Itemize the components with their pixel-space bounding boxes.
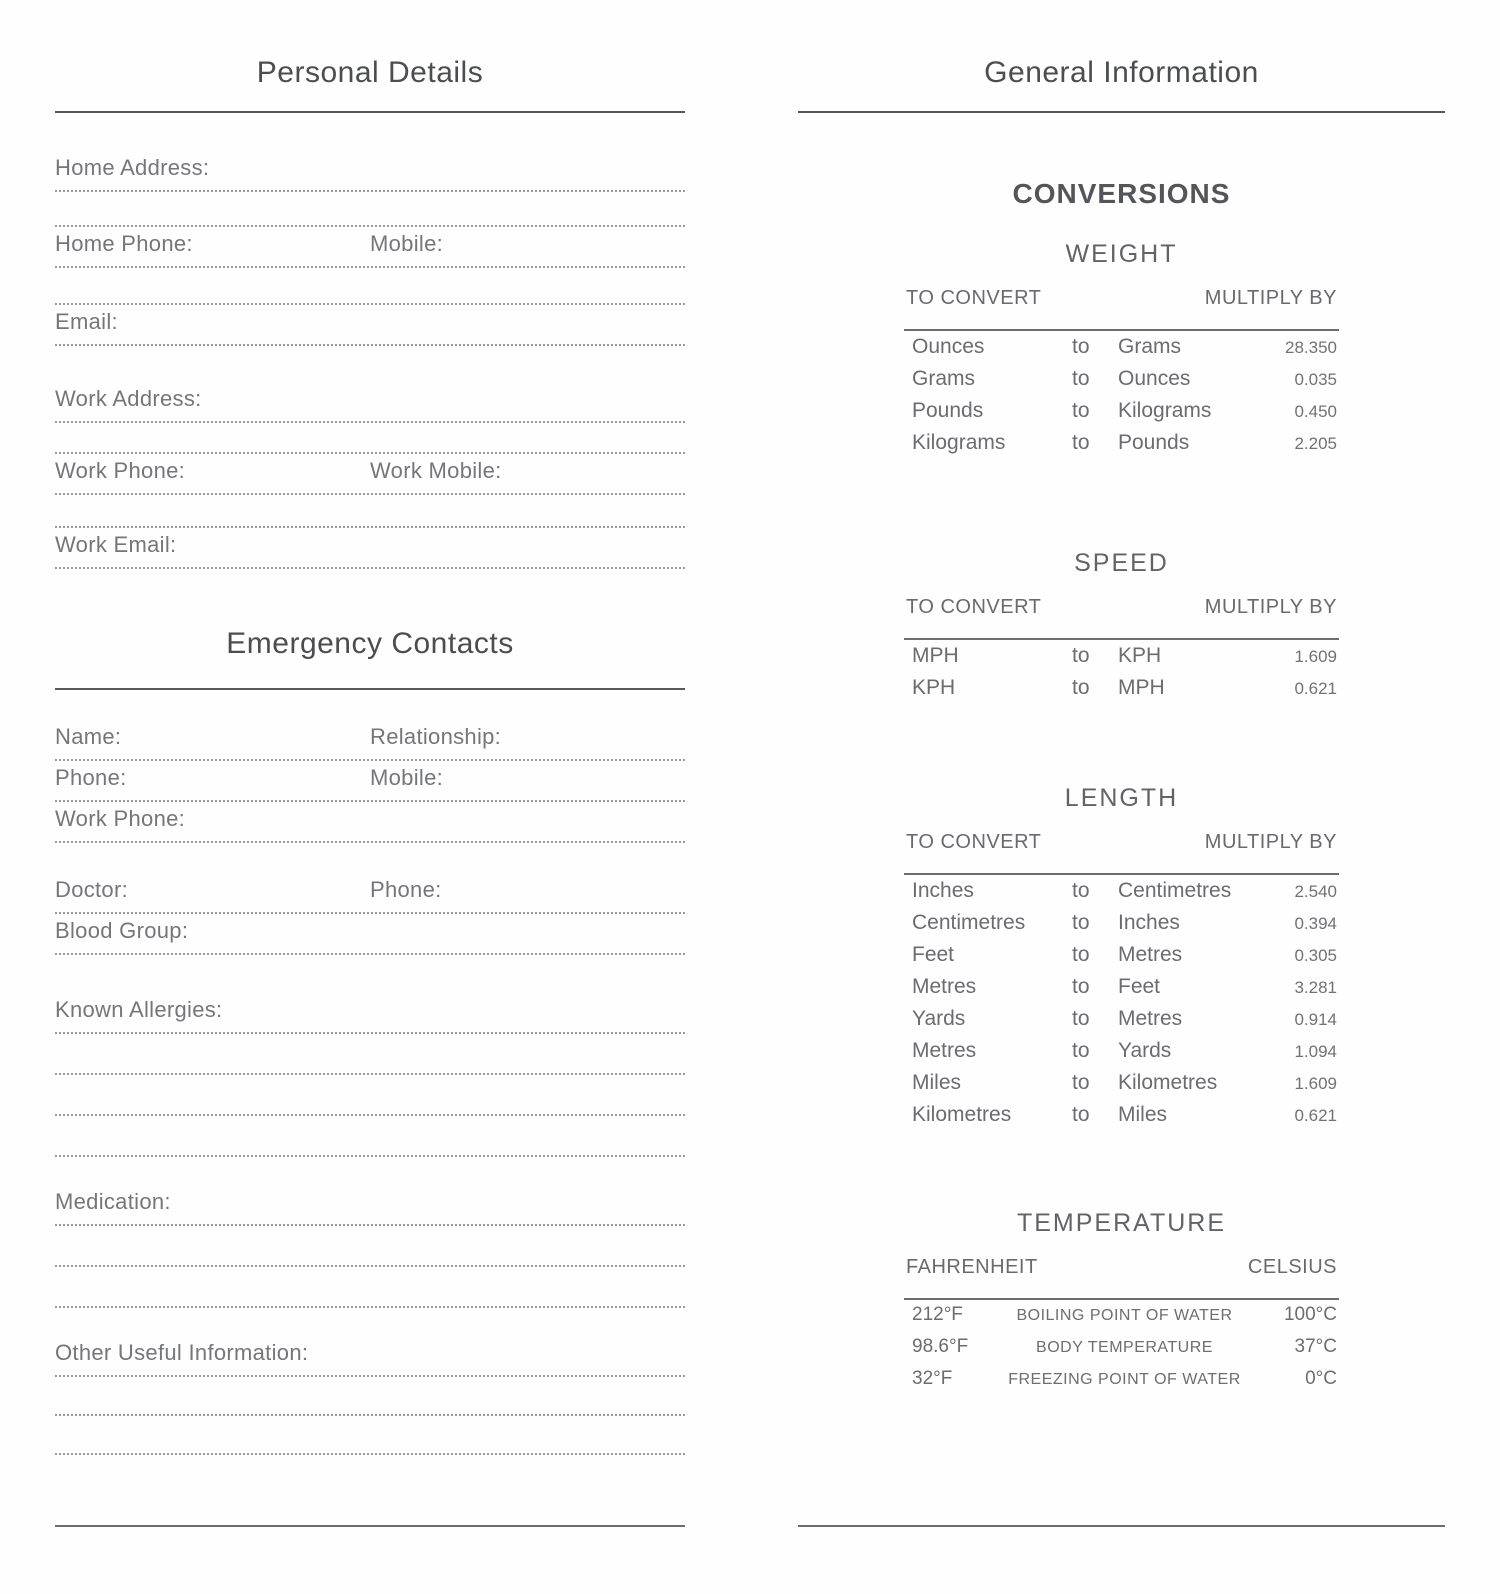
cell-from-unit: Feet (912, 943, 955, 966)
cell-multiplier: 2.540 (1294, 882, 1337, 901)
emergency-contacts-title: Emergency Contacts (226, 627, 514, 660)
table-header-rule (904, 329, 1339, 331)
table-heading: WEIGHT (1065, 240, 1178, 268)
cell-from-unit: MPH (912, 644, 959, 667)
field-label-row (55, 1336, 685, 1366)
cell-target-unit: Metres (1118, 1007, 1183, 1030)
column-header-celsius: CELSIUS (1247, 1256, 1337, 1278)
write-line (55, 567, 685, 569)
field-label: Work Phone: (55, 458, 186, 483)
table-row (904, 1103, 1339, 1135)
cell-multiplier: 0.621 (1294, 679, 1337, 698)
column-header-multiply-by: MULTIPLY BY (1204, 287, 1337, 309)
spacer (55, 1308, 685, 1336)
field-label-row (55, 993, 685, 1023)
cell-multiplier: 1.094 (1294, 1042, 1337, 1061)
temperature-table (904, 1208, 1339, 1400)
cell-target-unit: Grams (1118, 335, 1181, 358)
cell-celsius-value: 100°C (1283, 1304, 1337, 1325)
cell-target-unit: Feet (1118, 975, 1161, 998)
field-label: Doctor: (55, 877, 129, 902)
cell-from-unit: Yards (912, 1007, 966, 1030)
field-label: Relationship: (370, 724, 502, 749)
spacer (55, 495, 685, 517)
spacer (55, 843, 685, 873)
table-rows (904, 335, 1339, 463)
spacer (55, 1267, 685, 1297)
table-row (904, 943, 1339, 975)
cell-from-unit: Centimetres (912, 911, 1026, 934)
cell-multiplier: 0.914 (1294, 1010, 1337, 1029)
cell-description: FREEZING POINT OF WATER (1008, 1371, 1241, 1388)
cell-target-unit: Miles (1118, 1103, 1168, 1126)
cell-multiplier: 0.394 (1294, 914, 1337, 933)
field-label: Home Phone: (55, 231, 193, 256)
table-heading: LENGTH (1064, 784, 1179, 812)
spacer (55, 423, 685, 443)
table-row (904, 399, 1339, 431)
table-row (904, 431, 1339, 463)
field-label: Other Useful Information: (55, 1340, 309, 1365)
cell-target-unit: Kilometres (1118, 1071, 1218, 1094)
cell-multiplier: 0.035 (1294, 370, 1337, 389)
cell-fahrenheit-value: 32°F (912, 1368, 953, 1389)
cell-from-unit: Pounds (912, 399, 984, 422)
spacer (55, 1416, 685, 1444)
conversion-tables (904, 239, 1339, 1135)
conversions-heading: CONVERSIONS (1012, 178, 1231, 209)
table-row (904, 1304, 1339, 1336)
table-header-rule (904, 873, 1339, 875)
table-row (904, 367, 1339, 399)
cell-to-word: to (1072, 431, 1090, 454)
cell-target-unit: Yards (1118, 1039, 1172, 1062)
cell-multiplier: 3.281 (1294, 978, 1337, 997)
cell-to-word: to (1072, 879, 1090, 902)
cell-to-word: to (1072, 644, 1090, 667)
cell-multiplier: 0.450 (1294, 402, 1337, 421)
spacer (55, 113, 685, 151)
write-line (55, 1453, 685, 1455)
column-header-multiply-by: MULTIPLY BY (1204, 596, 1337, 618)
table-row (904, 975, 1339, 1007)
cell-from-unit: Grams (912, 367, 975, 390)
cell-multiplier: 0.305 (1294, 946, 1337, 965)
field-label: Mobile: (370, 231, 444, 256)
cell-to-word: to (1072, 1039, 1090, 1062)
column-header-multiply-by: MULTIPLY BY (1204, 831, 1337, 853)
spacer (55, 1157, 685, 1185)
field-label: Work Mobile: (370, 458, 502, 483)
cell-target-unit: KPH (1118, 644, 1162, 667)
emergency-contacts-form (55, 690, 685, 1455)
cell-to-word: to (1072, 911, 1090, 934)
field-label-row (55, 873, 685, 903)
cell-fahrenheit-value: 212°F (912, 1304, 963, 1325)
cell-target-unit: MPH (1118, 676, 1165, 699)
cell-to-word: to (1072, 335, 1090, 358)
field-label: Medication: (55, 1189, 171, 1214)
cell-from-unit: Kilograms (912, 431, 1006, 454)
field-label-row (55, 528, 685, 558)
field-label: Phone: (370, 877, 442, 902)
table-row (904, 1039, 1339, 1071)
spacer (55, 1377, 685, 1405)
spacer (55, 955, 685, 993)
table-row (904, 335, 1339, 367)
field-label: Work Email: (55, 532, 177, 557)
cell-to-word: to (1072, 1103, 1090, 1126)
table-row (904, 879, 1339, 911)
table-row (904, 1336, 1339, 1368)
table-row (904, 676, 1339, 708)
table-rows (904, 644, 1339, 708)
cell-celsius-value: 0°C (1305, 1368, 1337, 1389)
field-label-row (55, 802, 685, 832)
field-label-row (55, 914, 685, 944)
general-information-title-rule (798, 111, 1445, 113)
table-header-rule (904, 1298, 1339, 1300)
cell-to-word: to (1072, 1071, 1090, 1094)
field-label: Name: (55, 724, 122, 749)
cell-from-unit: KPH (912, 676, 956, 699)
column-header-to-convert: TO CONVERT (906, 287, 1042, 309)
cell-target-unit: Inches (1118, 911, 1180, 934)
cell-multiplier: 0.621 (1294, 1106, 1337, 1125)
conversion-table-speed (904, 548, 1339, 708)
cell-description: BODY TEMPERATURE (1036, 1339, 1213, 1356)
cell-from-unit: Inches (912, 879, 974, 902)
cell-target-unit: Ounces (1118, 367, 1191, 390)
field-label-row (55, 1185, 685, 1215)
general-information-title: General Information (984, 56, 1259, 89)
table-heading: TEMPERATURE (1016, 1209, 1227, 1237)
table-row (904, 1071, 1339, 1103)
field-label-row (55, 227, 685, 257)
personal-details-page (55, 55, 685, 1455)
field-label: Work Phone: (55, 806, 186, 831)
field-label-row (55, 382, 685, 412)
spacer (55, 1116, 685, 1146)
cell-celsius-value: 37°C (1294, 1336, 1337, 1357)
field-label-row (55, 305, 685, 335)
field-label: Email: (55, 309, 118, 334)
general-information-page (798, 55, 1445, 1400)
table-column-headers (904, 1254, 1339, 1280)
cell-multiplier: 1.609 (1294, 647, 1337, 666)
cell-to-word: to (1072, 399, 1090, 422)
cell-description: BOILING POINT OF WATER (1016, 1307, 1233, 1324)
field-label: Known Allergies: (55, 997, 223, 1022)
cell-fahrenheit-value: 98.6°F (912, 1336, 969, 1357)
spacer (55, 690, 685, 720)
cell-to-word: to (1072, 676, 1090, 699)
right-page-bottom-rule (798, 1525, 1445, 1527)
cell-from-unit: Ounces (912, 335, 985, 358)
table-row (904, 1007, 1339, 1039)
cell-multiplier: 2.205 (1294, 434, 1337, 453)
cell-from-unit: Kilometres (912, 1103, 1012, 1126)
cell-multiplier: 1.609 (1294, 1074, 1337, 1093)
field-label: Work Address: (55, 386, 202, 411)
cell-target-unit: Kilograms (1118, 399, 1212, 422)
cell-multiplier: 28.350 (1285, 338, 1337, 357)
spacer (55, 1226, 685, 1256)
spacer (55, 1075, 685, 1105)
spacer (55, 192, 685, 216)
spacer (55, 268, 685, 294)
table-rows (904, 879, 1339, 1135)
field-label-row (55, 720, 685, 750)
spacer (55, 1034, 685, 1064)
field-label-row (55, 454, 685, 484)
left-page-bottom-rule (55, 1525, 685, 1527)
column-header-to-convert: TO CONVERT (906, 596, 1042, 618)
field-label-row (55, 151, 685, 181)
cell-target-unit: Pounds (1118, 431, 1190, 454)
table-rows (904, 1304, 1339, 1400)
spacer (55, 346, 685, 382)
cell-target-unit: Centimetres (1118, 879, 1232, 902)
field-label: Mobile: (370, 765, 444, 790)
personal-details-form (55, 113, 685, 569)
cell-from-unit: Miles (912, 1071, 962, 1094)
table-column-headers (904, 285, 1339, 311)
personal-details-title: Personal Details (256, 56, 484, 89)
field-label-row (55, 761, 685, 791)
table-heading: SPEED (1074, 549, 1169, 577)
cell-target-unit: Metres (1118, 943, 1183, 966)
conversion-tables-wrap (904, 239, 1339, 1400)
table-row (904, 911, 1339, 943)
cell-to-word: to (1072, 367, 1090, 390)
cell-to-word: to (1072, 943, 1090, 966)
table-header-rule (904, 638, 1339, 640)
cell-from-unit: Metres (912, 975, 977, 998)
table-column-headers (904, 829, 1339, 855)
cell-to-word: to (1072, 1007, 1090, 1030)
table-row (904, 1368, 1339, 1400)
cell-to-word: to (1072, 975, 1090, 998)
table-row (904, 644, 1339, 676)
conversion-table-length (904, 783, 1339, 1135)
table-column-headers (904, 594, 1339, 620)
conversion-table-weight (904, 239, 1339, 463)
field-label: Blood Group: (55, 918, 189, 943)
field-label: Phone: (55, 765, 127, 790)
field-label: Home Address: (55, 155, 210, 180)
column-header-to-convert: TO CONVERT (906, 831, 1042, 853)
column-header-fahrenheit: FAHRENHEIT (906, 1256, 1038, 1278)
cell-from-unit: Metres (912, 1039, 977, 1062)
